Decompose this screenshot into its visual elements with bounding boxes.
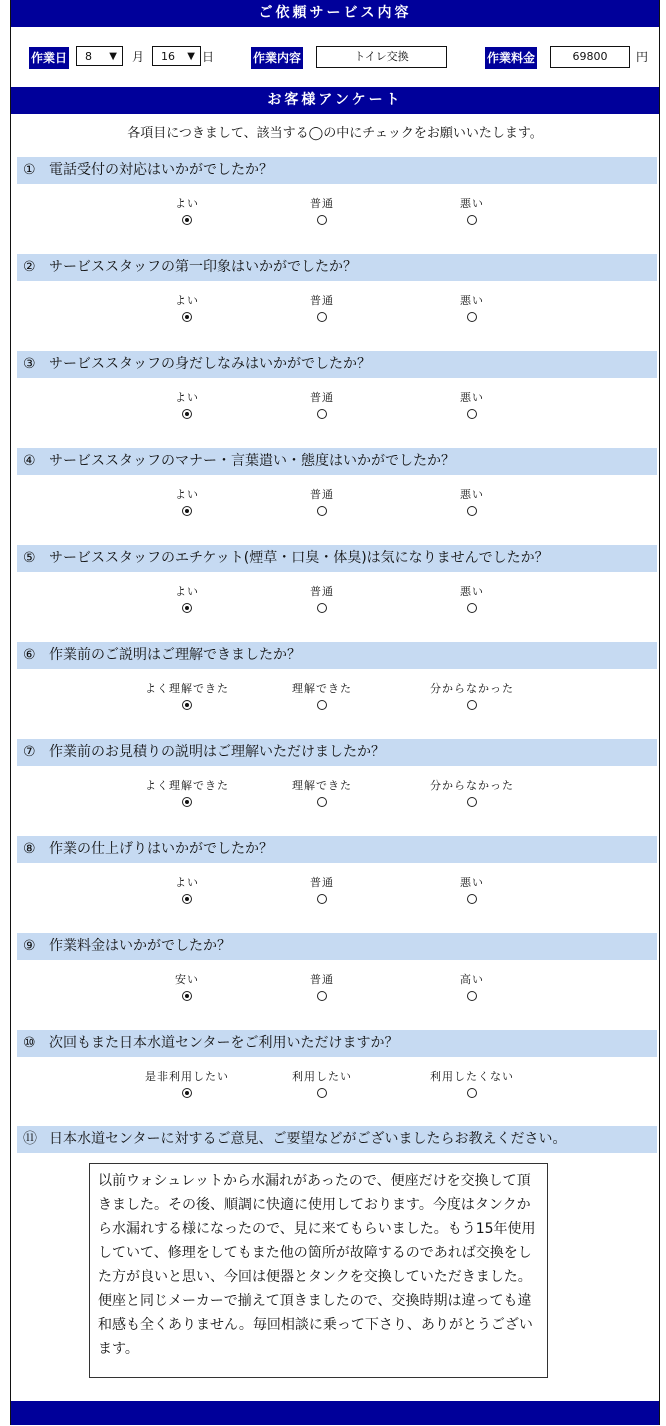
question-4-option[interactable] [422,488,522,516]
option-label: 普通 [310,488,334,501]
question-text: 作業前のご説明はご理解できましたか？ [49,647,301,663]
question-8-option[interactable] [137,876,237,904]
question-10-option[interactable] [137,1070,237,1098]
question-number: ⑥ [23,647,36,663]
radio-button[interactable] [182,894,192,904]
option-label: 利用したい [292,1070,352,1083]
question-2-header [17,254,657,281]
question-2-option[interactable] [422,294,522,322]
option-label: 普通 [310,197,334,210]
work-content-label: 作業内容 [251,47,303,69]
day-select[interactable] [152,46,201,66]
option-label: 理解できた [292,682,352,695]
question-text: 次回もまた日本水道センターをご利用いただけますか？ [49,1035,399,1051]
question-3-option[interactable] [272,391,372,419]
question-text: 作業料金はいかがでしたか？ [49,938,231,954]
question-3-option[interactable] [422,391,522,419]
question-7-option[interactable] [422,779,522,807]
option-label: よく理解できた [145,682,229,695]
radio-button[interactable] [182,797,192,807]
radio-button[interactable] [467,700,477,710]
radio-button[interactable] [317,991,327,1001]
question-7-option[interactable] [272,779,372,807]
question-2-option[interactable] [272,294,372,322]
option-label: 理解できた [292,779,352,792]
question-8-option[interactable] [422,876,522,904]
footer-bar [11,1401,659,1425]
question-number: ⑪ [23,1131,37,1147]
fee-unit: 円 [636,50,649,64]
question-number: ④ [23,453,36,469]
radio-button[interactable] [467,506,477,516]
chevron-down-icon: ▼ [109,51,117,62]
question-7-option[interactable] [137,779,237,807]
work-date-label: 作業日 [29,47,69,69]
radio-button[interactable] [182,700,192,710]
month-value: 8 [85,50,92,63]
month-unit: 月 [132,50,145,64]
question-10-header [17,1030,657,1057]
question-10-option[interactable] [272,1070,372,1098]
question-6-header [17,642,657,669]
question-text: サービススタッフの第一印象はいかがでしたか？ [49,259,357,275]
question-1-option[interactable] [137,197,237,225]
question-1-option[interactable] [422,197,522,225]
radio-button[interactable] [467,797,477,807]
radio-button[interactable] [182,603,192,613]
radio-button[interactable] [467,991,477,1001]
option-label: 悪い [460,294,484,307]
question-text: 作業の仕上げりはいかがでしたか？ [49,841,273,857]
option-label: 高い [460,973,484,986]
question-number: ③ [23,356,36,372]
question-6-option[interactable] [272,682,372,710]
radio-button[interactable] [182,506,192,516]
question-5-option[interactable] [137,585,237,613]
radio-button[interactable] [182,312,192,322]
radio-button[interactable] [317,603,327,613]
radio-button[interactable] [467,603,477,613]
option-label: 分からなかった [430,779,514,792]
radio-button[interactable] [182,215,192,225]
option-label: 悪い [460,488,484,501]
question-text: 日本水道センターに対するご意見、ご要望などがございましたらお教えください。 [49,1131,567,1147]
option-label: よい [175,391,199,404]
radio-button[interactable] [182,409,192,419]
option-label: 分からなかった [430,682,514,695]
question-10-option[interactable] [422,1070,522,1098]
question-4-option[interactable] [272,488,372,516]
option-label: 悪い [460,585,484,598]
survey-page [10,0,660,1425]
survey-header: お客様アンケート [11,87,659,114]
question-text: サービススタッフのマナー・言葉遣い・態度はいかがでしたか？ [49,453,455,469]
option-label: よい [175,294,199,307]
option-label: 是非利用したい [145,1070,229,1083]
option-label: 普通 [310,391,334,404]
day-unit: 日 [202,50,215,64]
radio-button[interactable] [467,409,477,419]
comment-textarea[interactable]: 以前ウォシュレットから水漏れがあったので、便座だけを交換して頂きました。その後、順調に快適に使用しております。今度はタンクから水漏れする様になったので、見に来てもらいました。もう15年使用していて、修理をしてもまた他の箇所が故障するのであれば交換をした方が良いと思い、今回は便器とタンクを交換していただきました。便座と同じメーカーで揃えて頂きましたので、交換時期は違っても違和感も全くありません。毎回相談に乗って下さり、ありがとうございます。 [89,1163,548,1378]
request-header: ご依頼サービス内容 [11,0,659,27]
radio-button[interactable] [182,1088,192,1098]
question-number: ① [23,162,36,178]
question-3-option[interactable] [137,391,237,419]
question-9-option[interactable] [137,973,237,1001]
option-label: よい [175,876,199,889]
option-label: よい [175,488,199,501]
question-text: 作業前のお見積りの説明はご理解いただけましたか？ [49,744,385,760]
question-7-header [17,739,657,766]
question-5-header [17,545,657,572]
chevron-down-icon: ▼ [187,51,195,62]
radio-button[interactable] [317,215,327,225]
question-number: ⑦ [23,744,36,760]
question-9-header [17,933,657,960]
option-label: 利用したくない [430,1070,514,1083]
option-label: 悪い [460,876,484,889]
option-label: よく理解できた [145,779,229,792]
question-5-option[interactable] [272,585,372,613]
option-label: 悪い [460,197,484,210]
question-number: ⑨ [23,938,36,954]
question-3-header [17,351,657,378]
radio-button[interactable] [467,894,477,904]
radio-button[interactable] [317,894,327,904]
question-1-header [17,157,657,184]
survey-instructions: 各項目につきまして、該当する◯の中にチェックをお願いいたします。 [127,126,543,141]
question-number: ⑩ [23,1035,36,1051]
question-2-option[interactable] [137,294,237,322]
radio-button[interactable] [317,506,327,516]
work-content-field[interactable]: トイレ交換 [316,46,447,68]
question-6-option[interactable] [422,682,522,710]
question-text: サービススタッフのエチケット(煙草・口臭・体臭)は気になりませんでしたか？ [49,550,549,566]
option-label: よい [175,197,199,210]
question-number: ⑧ [23,841,36,857]
work-fee-field[interactable]: 69800 [550,46,630,68]
option-label: 安い [175,973,199,986]
question-5-option[interactable] [422,585,522,613]
day-value: 16 [161,50,175,63]
question-11-header [17,1126,657,1153]
question-4-option[interactable] [137,488,237,516]
option-label: 普通 [310,294,334,307]
question-6-option[interactable] [137,682,237,710]
question-number: ⑤ [23,550,36,566]
option-label: 悪い [460,391,484,404]
radio-button[interactable] [317,312,327,322]
option-label: 普通 [310,973,334,986]
question-number: ② [23,259,36,275]
question-9-option[interactable] [422,973,522,1001]
question-text: サービススタッフの身だしなみはいかがでしたか？ [49,356,371,372]
month-select[interactable] [76,46,123,66]
radio-button[interactable] [317,797,327,807]
radio-button[interactable] [317,700,327,710]
option-label: 普通 [310,876,334,889]
radio-button[interactable] [182,991,192,1001]
question-1-option[interactable] [272,197,372,225]
question-4-header [17,448,657,475]
radio-button[interactable] [467,312,477,322]
option-label: よい [175,585,199,598]
request-info-row [11,46,659,70]
radio-button[interactable] [317,1088,327,1098]
question-9-option[interactable] [272,973,372,1001]
radio-button[interactable] [467,1088,477,1098]
question-text: 電話受付の対応はいかがでしたか？ [49,162,273,178]
question-8-option[interactable] [272,876,372,904]
radio-button[interactable] [317,409,327,419]
option-label: 普通 [310,585,334,598]
question-8-header [17,836,657,863]
radio-button[interactable] [467,215,477,225]
work-fee-label: 作業料金 [485,47,537,69]
